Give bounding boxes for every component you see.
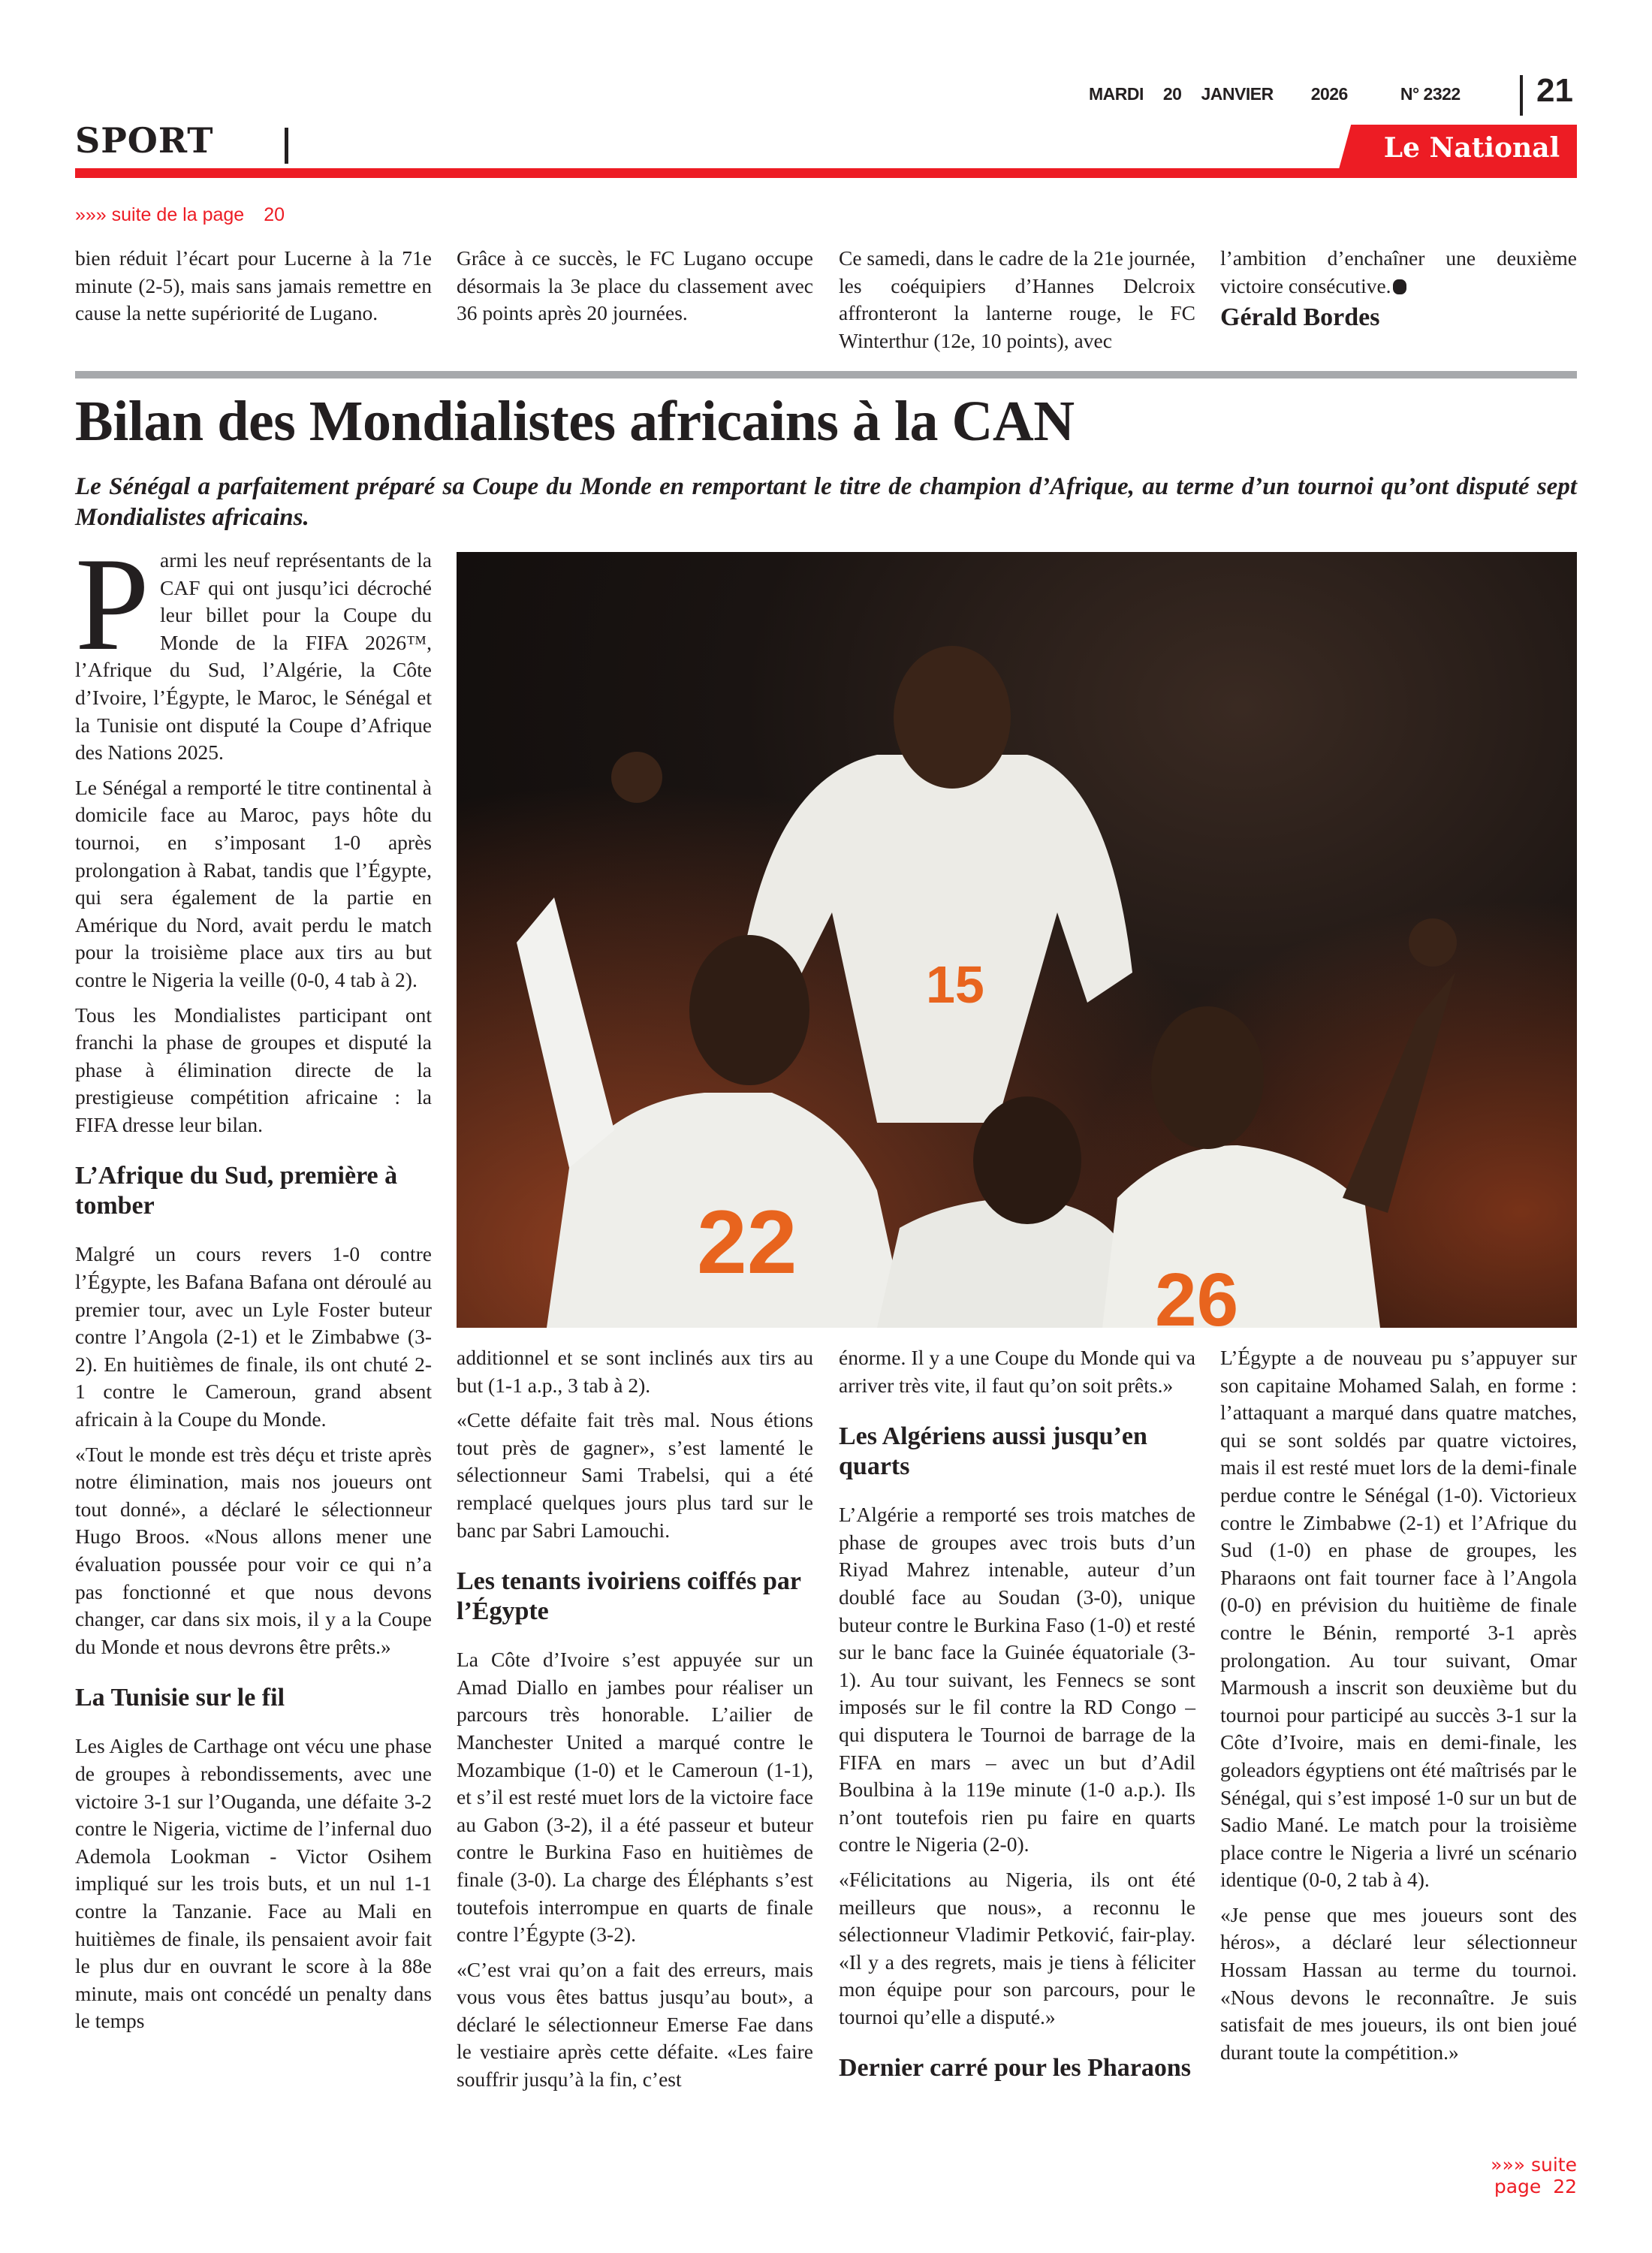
prev-article-col-2: Grâce à ce succès, le FC Lugano occupe désormais la 3e place du classement avec 36 points après 20 journées. bbox=[457, 246, 813, 325]
page-number-divider bbox=[1520, 75, 1523, 116]
paragraph: «Tout le monde est très déçu et triste après notre élimination, mais nos joueurs ont tout donné», a déclaré le sélectionneur Hugo Broos. «Nous allons mener une évaluation poussée pour voir ce qui n’a pas fonctionné et que nous devons changer, car dans six mois, il y a la Coupe du Monde et nous devrons être prêts.» bbox=[75, 1442, 432, 1658]
prev-article-col-1: bien réduit l’écart pour Lucerne à la 71e minute (2-5), mais sans jamais remettre en cause la nette supériorité de Lugano. bbox=[75, 246, 432, 325]
paragraph: armi les neuf représentants de la CAF qui ont jusqu’ici décroché leur billet pour la Coupe du Monde de la FIFA 2026™, l’Afrique du Sud, l’Algérie, la Côte d’Ivoire, l’Égypte, le Maroc, le Sénégal et la Tunisie ont disputé la Coupe d’Afrique des Nations 2025. bbox=[75, 548, 432, 765]
month: JANVIER bbox=[1201, 84, 1274, 104]
paragraph: «Je pense que mes joueurs sont des héros», a déclaré leur sélectionneur Hossam Hassan au terme du tournoi. «Nous devons le reconnaître. Je suis satisfait de mes joueurs, ils ont bien joué durant toute la compétition.» bbox=[1220, 1902, 1577, 2064]
continued-from-label: »»» suite de la page bbox=[75, 204, 245, 225]
author-byline: Gérald Bordes bbox=[1220, 303, 1380, 332]
article-col-3 bbox=[839, 1344, 1195, 2103]
section-divider bbox=[285, 128, 288, 164]
paragraph: Le Sénégal a remporté le titre continental à domicile face au Maroc, pays hôte du tournoi, en s’imposant 1-0 après prolongation à Rabat, tandis que l’Égypte, qui sera également de la partie en Amérique du Nord, avait perdu le match pour la troisième place aux tirs au but contre le Nigeria la veille (0-0, 4 tab à 2). bbox=[75, 775, 432, 991]
continued-from-page: 20 bbox=[264, 204, 285, 225]
paragraph: «C’est vrai qu’on a fait des erreurs, mais vous vous êtes battus jusqu’au bout», a déclaré le sélectionneur Emerse Fae dans le vestiaire après cette défaite. «Les faire souffrir jusqu’à la fin, c’est bbox=[457, 1957, 813, 2092]
page-number: 21 bbox=[1536, 72, 1573, 109]
paragraph: «Félicitations au Nigeria, ils ont été meilleurs que nous», a reconnu le sélectionneur Vladimir Petković, fair-play. «Il y a des regrets, mais je tiens à féliciter mon équipe pour son parcours, pour le tournoi qu’elle a disputé.» bbox=[839, 1867, 1195, 2028]
paragraph: additionnel et se sont inclinés aux tirs au but (1-1 a.p., 3 tab à 2). bbox=[457, 1346, 813, 1397]
continued-on-page: 22 bbox=[1553, 2176, 1577, 2197]
prev-article-end-text: l’ambition d’enchaîner une deuxième victoire consécutive. bbox=[1220, 246, 1577, 297]
jersey-number: 22 bbox=[697, 1192, 797, 1292]
brand-logo: Le National bbox=[1383, 132, 1560, 164]
article-col-4 bbox=[1220, 1344, 1577, 2074]
prev-article-col-3: Ce samedi, dans le cadre de la 21e journée, les coéquipiers d’Hannes Delcroix affronteront la lanterne rouge, le FC Winterthur (12e, 10 points), avec bbox=[839, 246, 1195, 352]
day: MARDI bbox=[1089, 84, 1144, 104]
section-title: SPORT bbox=[75, 120, 214, 161]
continued-on-label: »»» suite page bbox=[1491, 2154, 1577, 2197]
section-rule bbox=[75, 371, 1577, 379]
continued-on bbox=[1404, 2154, 1577, 2197]
continued-from bbox=[75, 204, 285, 226]
prev-article-col-4 bbox=[1220, 245, 1577, 332]
article-standfirst: Le Sénégal a parfaitement préparé sa Coupe du Monde en remportant le titre de champion d’Afrique, au terme d’un tournoi qu’ont disputé sept Mondialistes africains. bbox=[75, 473, 1577, 531]
date: 20 bbox=[1162, 84, 1182, 104]
article-col-1 bbox=[75, 529, 432, 2043]
subheading: La Tunisie sur le fil bbox=[75, 1684, 285, 1712]
issue-number: N° 2322 bbox=[1400, 84, 1461, 104]
subheading: L’Afrique du Sud, première à tomber bbox=[75, 1162, 398, 1220]
celebrating-players-photo bbox=[457, 552, 1577, 1328]
subheading: Les Algériens aussi jusqu’en quarts bbox=[839, 1422, 1147, 1481]
paragraph: La Côte d’Ivoire s’est appuyée sur un Amad Diallo en jambes pour réaliser un parcours très honorable. L’ailier de Manchester United a marqué contre le Mozambique (1-0) et le Cameroun (1-1), et s’il est resté muet lors de la victoire face au Gabon (3-2), il a été passeur et buteur contre le Burkina Faso en huitièmes de finale (3-0). La charge des Éléphants s’est toutefois interrompue en quarts de finale contre l’Égypte (3-2). bbox=[457, 1648, 813, 1947]
dateline bbox=[1089, 84, 1509, 104]
drop-cap: P bbox=[75, 529, 149, 678]
end-of-article-icon bbox=[1393, 279, 1406, 294]
article-photo bbox=[457, 552, 1577, 1328]
paragraph: énorme. Il y a une Coupe du Monde qui va arriver très vite, il faut qu’on soit prêts.» bbox=[839, 1346, 1195, 1397]
article-col-2 bbox=[457, 1344, 813, 2101]
jersey-number: 15 bbox=[926, 955, 984, 1014]
subheading: Les tenants ivoiriens coiffés par l’Égypte bbox=[457, 1567, 801, 1626]
jersey-number: 26 bbox=[1155, 1258, 1239, 1328]
paragraph: Tous les Mondialistes participant ont franchi la phase de groupes et disputé la phase à élimination directe de la prestigieuse compétition africaine : la FIFA dresse leur bilan. bbox=[75, 1003, 432, 1136]
paragraph: L’Algérie a remporté ses trois matches de phase de groupes avec trois buts d’un Riyad Mahrez intenable, auteur d’un doublé face au Soudan (3-0), unique buteur contre le Burkina Faso (1-0) et resté sur le banc face la Guinée équatoriale (3-1). Au tour suivant, les Fennecs se sont imposés sur le fil contre la RD Congo – qui disputera le Tournoi de barrage de la FIFA en mars – avec un but d’Adil Boulbina à la 119e minute (1-0 a.p.). Ils n’ont toutefois rien pu faire en quarts contre le Nigeria (2-0). bbox=[839, 1503, 1195, 1856]
paragraph: Les Aigles de Carthage ont vécu une phase de groupes à rebondissements, avec une victoire 3-1 sur l’Ouganda, une défaite 3-2 contre le Nigeria, victime de l’infernal duo Ademola Lookman - Victor Osihem impliqué sur les trois buts, et un nul 1-1 contre la Tanzanie. Face au Mali en huitièmes de finale, ils pensaient avoir fait le plus dur en ouvrant le score à la 88e minute, mais ont concédé un penalty dans le temps bbox=[75, 1734, 432, 2033]
subheading: Dernier carré pour les Pharaons bbox=[839, 2054, 1191, 2083]
paragraph: Malgré un cours revers 1-0 contre l’Égypte, les Bafana Bafana ont déroulé au premier tour, avec un Lyle Foster buteur contre l’Angola (2-1) et le Zimbabwe (3-2). En huitièmes de finale, ils ont chuté 2-1 contre le Cameroun, grand absent africain à la Coupe du Monde. bbox=[75, 1242, 432, 1431]
article-headline: Bilan des Mondialistes africains à la CAN bbox=[75, 390, 1075, 453]
paragraph: L’Égypte a de nouveau pu s’appuyer sur son capitaine Mohamed Salah, en forme : l’attaquant a marqué dans quatre matches, qui se sont soldés par quatre victoires, mais il est resté muet lors de la demi-finale perdue contre le Sénégal (1-0). Victorieux contre le Zimbabwe (2-1) et l’Afrique du Sud (1-0) en phase de groupes, les Pharaons ont fait tourner face à l’Angola (0-0) en prévision du huitième de finale contre le Bénin, remporté 3-1 après prolongation. Au tour suivant, Omar Marmoush a inscrit son deuxième but du tournoi pour participé au succès 3-1 sur la Côte d’Ivoire, mais en demi-finale, les goleadors égyptiens ont été maîtrisés par le Sénégal, qui s’est imposé 1-0 sur un but de Sadio Mané. Le match pour la troisième place contre le Nigeria a livré un scénario identique (0-0, 2 tab à 4). bbox=[1220, 1346, 1577, 1892]
paragraph: «Cette défaite fait très mal. Nous étions tout près de gagner», s’est lamenté le sélectionneur Sami Trabelsi, qui a été remplacé quelques jours plus tard sur le banc par Sabri Lamouchi. bbox=[457, 1408, 813, 1542]
year: 2026 bbox=[1310, 84, 1348, 104]
